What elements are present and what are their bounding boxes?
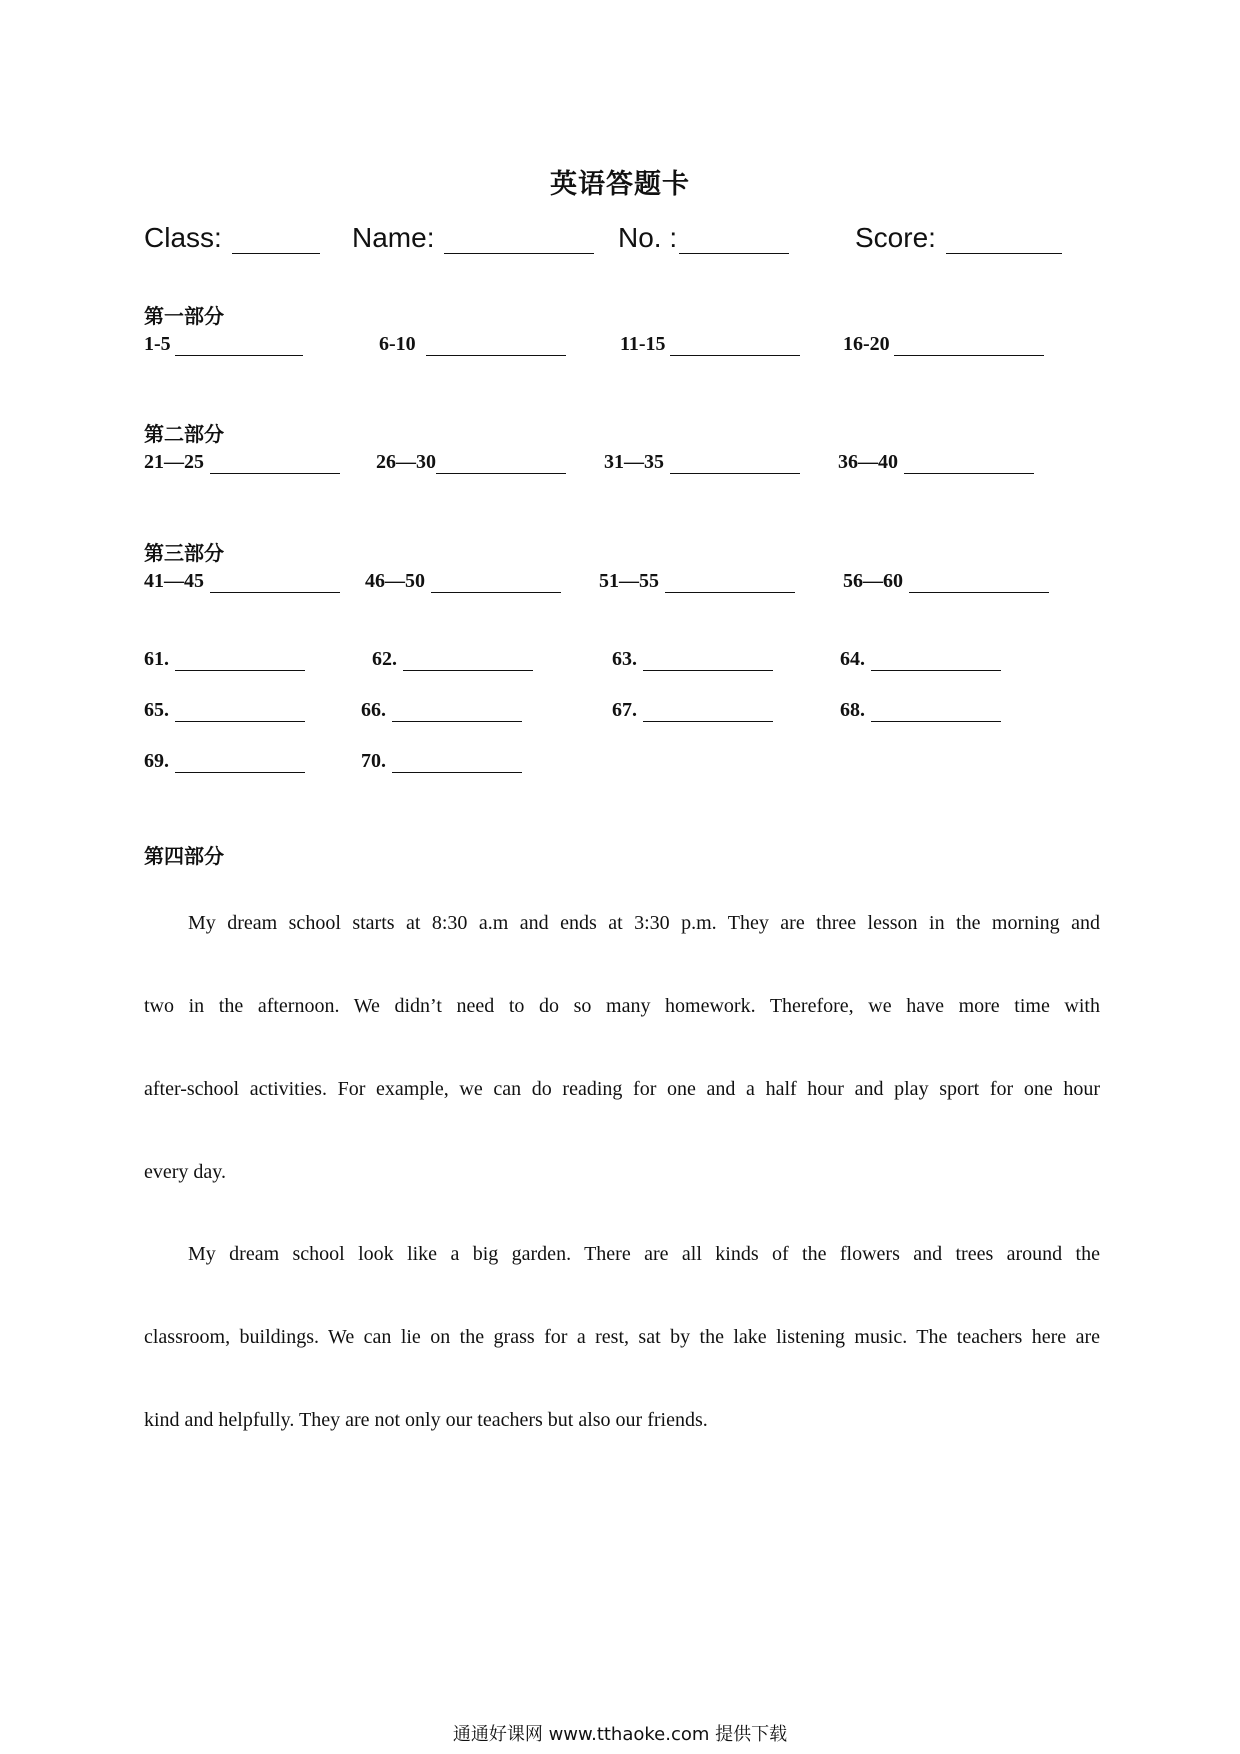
answer-label: 67.: [612, 699, 637, 721]
part3-title: 第三部分: [144, 541, 224, 565]
answer-row[interactable]: [372, 648, 533, 671]
answer-row[interactable]: [144, 333, 303, 356]
answer-blank[interactable]: [665, 574, 795, 593]
answer-label: 11-15: [620, 333, 666, 355]
answer-row[interactable]: [144, 750, 305, 773]
answer-row[interactable]: [843, 333, 1044, 356]
essay-line: classroom, buildings. We can lie on the grass for a rest, sat by the lake listening music. The teachers here are: [144, 1326, 1100, 1348]
answer-row[interactable]: [838, 451, 1034, 474]
answer-label: 21—25: [144, 451, 204, 473]
essay-paragraph-1: [144, 912, 1100, 1192]
answer-row[interactable]: [144, 648, 305, 671]
answer-blank[interactable]: [670, 337, 800, 356]
answer-label: 68.: [840, 699, 865, 721]
class-label: Class:: [144, 222, 222, 253]
score-blank[interactable]: [946, 229, 1062, 254]
answer-row[interactable]: [365, 570, 561, 593]
class-field[interactable]: [144, 222, 320, 254]
answer-label: 41—45: [144, 570, 204, 592]
answer-blank[interactable]: [643, 703, 773, 722]
answer-label: 16-20: [843, 333, 890, 355]
answer-blank[interactable]: [643, 652, 773, 671]
answer-blank[interactable]: [210, 455, 340, 474]
answer-blank[interactable]: [670, 455, 800, 474]
answer-row[interactable]: [144, 699, 305, 722]
answer-row[interactable]: [620, 333, 800, 356]
answer-label: 36—40: [838, 451, 898, 473]
answer-blank[interactable]: [175, 703, 305, 722]
answer-row[interactable]: [843, 570, 1049, 593]
answer-blank[interactable]: [426, 337, 566, 356]
answer-label: 6-10: [379, 333, 416, 355]
essay-line: two in the afternoon. We didn’t need to do so many homework. Therefore, we have more time with: [144, 995, 1100, 1017]
answer-label: 64.: [840, 648, 865, 670]
score-field[interactable]: [855, 222, 1062, 254]
answer-blank[interactable]: [392, 703, 522, 722]
part2-title: 第二部分: [144, 422, 224, 446]
answer-label: 63.: [612, 648, 637, 670]
essay-line: My dream school look like a big garden. There are all kinds of the flowers and trees around the: [188, 1243, 1100, 1265]
class-blank[interactable]: [232, 229, 320, 254]
answer-row[interactable]: [379, 333, 566, 356]
name-label: Name:: [352, 222, 435, 253]
answer-blank[interactable]: [175, 337, 303, 356]
answer-label: 56—60: [843, 570, 903, 592]
number-field[interactable]: [618, 222, 789, 254]
answer-row[interactable]: [604, 451, 800, 474]
answer-label: 66.: [361, 699, 386, 721]
answer-blank[interactable]: [431, 574, 561, 593]
page-title: 英语答题卡: [550, 169, 690, 200]
number-blank[interactable]: [679, 229, 789, 254]
score-label: Score:: [855, 222, 936, 253]
essay-line: kind and helpfully. They are not only our teachers but also our friends.: [144, 1409, 708, 1431]
answer-blank[interactable]: [175, 652, 305, 671]
answer-row[interactable]: [612, 699, 773, 722]
answer-blank[interactable]: [392, 754, 522, 773]
answer-label: 26—30: [376, 451, 436, 473]
answer-blank[interactable]: [871, 652, 1001, 671]
answer-row[interactable]: [361, 750, 522, 773]
part1-title: 第一部分: [144, 304, 224, 328]
answer-label: 65.: [144, 699, 169, 721]
answer-row[interactable]: [376, 451, 566, 474]
essay-line: every day.: [144, 1161, 226, 1183]
name-field[interactable]: [352, 222, 594, 254]
answer-row[interactable]: [599, 570, 795, 593]
essay-paragraph-2: [144, 1243, 1100, 1443]
answer-label: 70.: [361, 750, 386, 772]
answer-label: 69.: [144, 750, 169, 772]
answer-row[interactable]: [840, 648, 1001, 671]
answer-blank[interactable]: [894, 337, 1044, 356]
answer-row[interactable]: [840, 699, 1001, 722]
answer-label: 51—55: [599, 570, 659, 592]
answer-label: 62.: [372, 648, 397, 670]
part4-title: 第四部分: [144, 844, 224, 868]
essay-line: after-school activities. For example, we can do reading for one and a half hour and play sport for one hour: [144, 1078, 1100, 1100]
answer-label: 46—50: [365, 570, 425, 592]
number-label: No. :: [618, 222, 678, 253]
answer-label: 61.: [144, 648, 169, 670]
name-blank[interactable]: [444, 229, 594, 254]
answer-blank[interactable]: [210, 574, 340, 593]
answer-row[interactable]: [144, 570, 340, 593]
answer-label: 31—35: [604, 451, 664, 473]
answer-row[interactable]: [361, 699, 522, 722]
answer-blank[interactable]: [909, 574, 1049, 593]
answer-blank[interactable]: [175, 754, 305, 773]
essay-line: My dream school starts at 8:30 a.m and ends at 3:30 p.m. They are three lesson in the morning and: [188, 912, 1100, 934]
answer-blank[interactable]: [871, 703, 1001, 722]
answer-blank[interactable]: [904, 455, 1034, 474]
answer-blank[interactable]: [436, 455, 566, 474]
answer-label: 1-5: [144, 333, 171, 355]
footer-credit: 通通好课网 www.tthaoke.com 提供下载: [452, 1724, 788, 1745]
answer-row[interactable]: [612, 648, 773, 671]
answer-row[interactable]: [144, 451, 340, 474]
answer-blank[interactable]: [403, 652, 533, 671]
